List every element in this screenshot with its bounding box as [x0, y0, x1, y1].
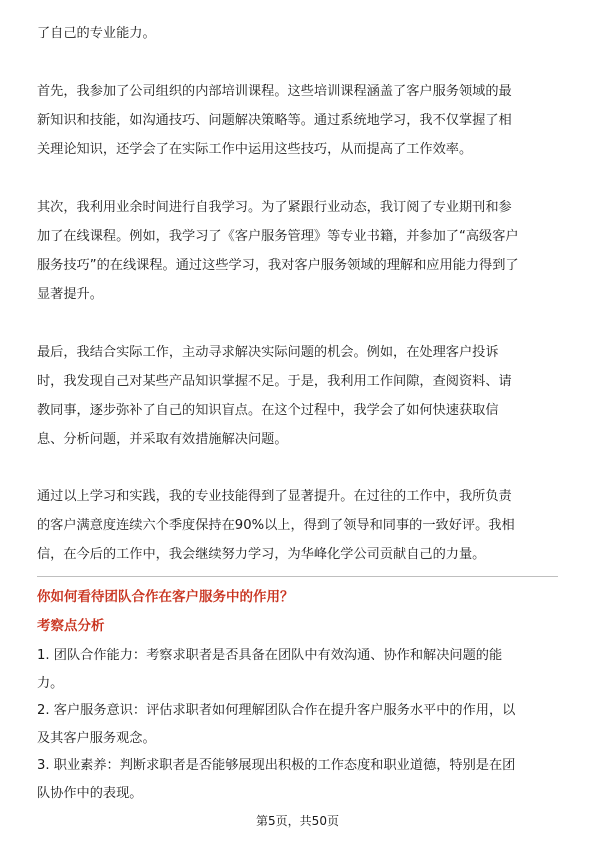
body-paragraph	[37, 193, 560, 309]
question-heading: 你如何看待团队合作在客户服务中的作用？	[37, 589, 294, 605]
body-paragraph	[37, 338, 560, 454]
point-line: 2. 客户服务意识：评估求职者如何理解团队合作在提升客户服务水平中的作用，以	[37, 703, 516, 718]
page-footer: 第5页，共50页	[256, 814, 339, 828]
paragraph-line: 时，我发现自己对某些产品知识掌握不足。于是，我利用工作间隙，查阅资料、请	[37, 374, 512, 389]
paragraph-line: 显著提升。	[37, 287, 103, 302]
body-paragraph	[37, 482, 560, 569]
body-paragraph	[37, 77, 560, 164]
paragraph-line: 教同事，逐步弥补了自己的知识盲点。在这个过程中，我学会了如何快速获取信	[37, 403, 499, 418]
paragraph-line: 的客户满意度连续六个季度保持在90%以上，得到了领导和同事的一致好评。我相	[37, 518, 515, 533]
point-line: 1. 团队合作能力：考察求职者是否具备在团队中有效沟通、协作和解决问题的能	[37, 648, 503, 663]
analysis-point	[37, 752, 560, 807]
paragraph-line: 信，在今后的工作中，我会继续努力学习，为华峰化学公司贡献自己的力量。	[37, 547, 486, 562]
analysis-point	[37, 697, 560, 752]
paragraph-line: 关理论知识，还学会了在实际工作中运用这些技巧，从而提高了工作效率。	[37, 142, 473, 157]
section-divider	[37, 576, 558, 577]
paragraph-line: 其次，我利用业余时间进行自我学习。为了紧跟行业动态，我订阅了专业期刊和参	[37, 200, 512, 215]
point-line: 力。	[37, 675, 64, 691]
paragraph-line: 服务技巧”的在线课程。通过这些学习，我对客户服务领域的理解和应用能力得到了	[37, 258, 519, 273]
paragraph-line: 通过以上学习和实践，我的专业技能得到了显著提升。在过往的工作中，我所负责	[37, 489, 512, 504]
point-line: 3. 职业素养：判断求职者是否能够展现出积极的工作态度和职业道德，特别是在团	[37, 758, 516, 773]
analysis-points-list	[37, 642, 560, 807]
paragraph-line: 新知识和技能，如沟通技巧、问题解决策略等。通过系统地学习，我不仅掌握了相	[37, 113, 512, 128]
paragraph-line: 了自己的专业能力。	[37, 26, 156, 41]
paragraph-line: 息、分析问题，并采取有效措施解决问题。	[37, 432, 288, 447]
analysis-point	[37, 642, 560, 697]
analysis-heading: 考察点分析	[37, 618, 105, 634]
paragraph-line: 加了在线课程。例如，我学习了《客户服务管理》等专业书籍，并参加了“高级客户	[37, 229, 519, 244]
point-line: 及其客户服务观念。	[37, 730, 156, 746]
body-paragraph	[37, 19, 560, 48]
paragraph-line: 首先，我参加了公司组织的内部培训课程。这些培训课程涵盖了客户服务领域的最	[37, 84, 512, 99]
point-line: 队协作中的表现。	[37, 785, 143, 801]
paragraph-line: 最后，我结合实际工作，主动寻求解决实际问题的机会。例如，在处理客户投诉	[37, 345, 499, 360]
